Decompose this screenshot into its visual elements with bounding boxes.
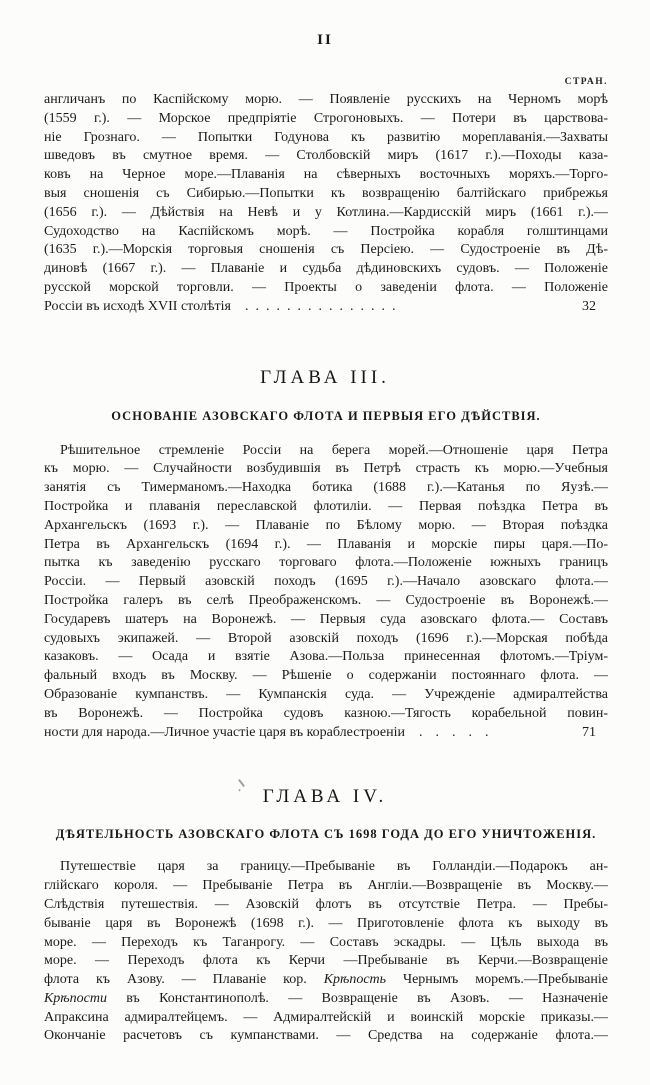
toc-text-segment: диновѣ (1667 г.). — Плаваніе и судьба дѣдиновскихъ судовъ. — Положеніе [44,261,608,277]
toc-text-segment: Окончаніе расчетовъ съ кумпанствами. — Средства на содержаніе флота.— [44,1028,608,1044]
toc-section-chapter3 [0,366,650,743]
toc-line [44,915,608,934]
toc-text-segment: ковъ на Черное море.—Плаванія на сѣверныхъ восточныхъ моряхъ.—Торго- [44,167,608,183]
toc-line [44,971,608,990]
toc-line [44,498,608,517]
toc-lines-chapter3 [44,442,608,724]
toc-text-segment: пытка къ заведенію русскаго торговаго флота.—Положеніе южныхъ границъ [44,555,608,571]
toc-section-chapter2-continuation [0,91,650,317]
toc-text-segment: казаковъ. — Осада и взятіе Азова.—Польза принесенная флотомъ.—Тріум- [44,649,608,665]
toc-text-segment: къ морю. — Случайности возбудившія въ Петрѣ страсть къ морю.—Учебныя [44,461,608,477]
toc-text-segment: Постройка галеръ въ селѣ Преображенскомъ. — Судостроеніе въ Воронежѣ.— [44,592,608,608]
toc-text-segment: шведовъ въ смутное время. — Столбовскій миръ (1617 г.).—Походы каза- [44,148,608,164]
toc-line [44,648,608,667]
toc-line [44,1027,608,1046]
toc-text-segment: Путешествіе царя за границу.—Пребываніе въ Голландіи.—Подарокъ ан- [60,859,608,875]
toc-line [44,91,608,110]
toc-line [44,630,608,649]
toc-line [44,611,608,630]
toc-page-ref: 71 [582,724,596,740]
toc-text-segment: занятія съ Тимерманомъ.—Находка ботика (1688 г.).—Катанья по Яузѣ.— [44,480,608,496]
toc-line [44,877,608,896]
ship-name-italic: Крѣпость [323,972,387,988]
toc-line [44,442,608,461]
toc-text-segment: въ Воронежѣ. — Постройка судовъ казною.—Тягость корабельной повин- [44,705,608,721]
toc-tail-line [44,724,608,743]
toc-text-segment: море. — Переходъ флота къ Керчи —Пребываніе въ Керчи.—Возвращеніе [44,953,608,969]
toc-line [44,554,608,573]
toc-line [44,279,608,298]
toc-text-segment: русской морской торговли. — Проекты о заведеніи флота. — Положеніе [44,279,608,295]
toc-text-segment: Апраксина адмиралтейцемъ. — Адмиралтейскій и воинскій морскіе приказы.— [44,1009,608,1025]
toc-text-segment: флота къ Азову. — Плаваніе кор. [44,972,324,988]
toc-text-segment: Россіи. — Первый азовскій походъ (1695 г.).—Начало азовскаго флота.— [44,574,608,590]
toc-line [44,952,608,971]
toc-line [44,1009,608,1028]
toc-text-segment: (1635 г.).—Морскія торговыя сношенія съ Персіею. — Судостроеніе въ Дѣ- [44,242,608,258]
toc-text-segment: Образованіе кумпанствъ. — Кумпанскія суда. — Учрежденіе адмиралтейства [44,686,608,702]
toc-text-segment: море. — Переходъ къ Таганрогу. — Составъ эскадры. — Цѣль выхода въ [44,934,608,950]
toc-line [44,460,608,479]
dot-leader: ..... [419,724,502,740]
toc-text-segment: Государевъ шатеръ на Воронежѣ. — Первыя суда азовскаго флота.— Составъ [44,611,608,627]
chapter3-heading: ГЛАВА III. [260,366,390,388]
toc-line [44,667,608,686]
toc-text-segment: Чернымъ моремъ.—Пребываніе [386,972,608,988]
toc-text-segment: въ Константинополѣ. — Возвращеніе въ Азовъ. — Назначеніе [106,990,608,1006]
toc-text-segment: (1656 г.). — Дѣйствія на Невѣ и у Котлина.—Кардисскій миръ (1661 г.).— [44,204,608,220]
toc-text-segment: бываніе царя въ Воронежѣ (1698 г.). — Приготовленіе флота къ выходу въ [44,915,608,931]
toc-tail-text: Россіи въ исходѣ XVII столѣтія [44,298,231,314]
toc-line [44,129,608,148]
toc-text-segment: Рѣшительное стремленіе Россіи на берега морей.—Отношеніе царя Петра [60,442,608,458]
toc-text-segment: Слѣдствія путешествія. — Азовскій флотъ въ отсутствіе Петра. — Пребы- [44,896,608,912]
toc-line [44,896,608,915]
toc-line [44,241,608,260]
toc-tail-wrap-continuation [44,298,608,317]
toc-page-ref: 32 [582,298,596,314]
toc-text-segment: Архангельскъ (1693 г.). — Плаваніе по Бѣлому морю. — Вторая поѣздка [44,517,608,533]
toc-tail-text: ности для народа.—Личное участіе царя въ кораблестроеніи [44,724,405,740]
toc-text-segment: Постройка и плаванія переславской флотиліи. — Первая поѣздка Петра въ [44,498,608,514]
toc-line [44,934,608,953]
toc-tail-line [44,298,608,317]
toc-text-segment: Судоходство на Каспійскомъ морѣ. — Постройка корабля голштинцами [44,223,608,239]
toc-line [44,536,608,555]
toc-section-chapter4 [0,785,650,1046]
ship-name-italic: Крѣпости [44,990,107,1006]
toc-line [44,260,608,279]
toc-text-segment: англичанъ по Каспійскому морю. — Появленіе русскихъ на Черномъ морѣ [44,92,608,107]
toc-tail-wrap-chapter3 [44,724,608,743]
toc-line [44,573,608,592]
toc-line [44,705,608,724]
toc-text-segment: выя сношенія съ Сибирью.—Попытки къ возвращенію балтійскаго прибрежья [44,185,608,201]
toc-line [44,185,608,204]
toc-text-segment: судовыхъ экипажей. — Второй азовскій походъ (1696 г.).—Морская побѣда [44,630,608,646]
toc-line [44,479,608,498]
toc-line [44,592,608,611]
toc-line [44,686,608,705]
dot-leader: ............... [244,298,403,314]
toc-lines-continuation [44,91,608,298]
toc-line [44,517,608,536]
chapter4-heading: ГЛАВА IV. [262,786,388,808]
chapter4-subtitle: ДѢЯТЕЛЬНОСТЬ АЗОВСКАГО ФЛОТА СЪ 1698 ГОДА ДО ЕГО УНИЧТОЖЕНІЯ. [55,827,597,842]
chapter3-subtitle: ОСНОВАНІЕ АЗОВСКАГО ФЛОТА И ПЕРВЫЯ ЕГО ДѢЙСТВІЯ. [111,408,541,423]
toc-line [44,110,608,129]
toc-line [44,223,608,242]
toc-line [44,147,608,166]
toc-text-segment: Петра въ Архангельскъ (1694 г.). — Плаванія и морскіе пиры царя.—По- [44,536,608,552]
toc-text-segment: ніе Грознаго. — Попытки Годунова къ развитію мореплаванія.—Захваты [44,129,608,145]
page-column-header: СТРАН. [564,77,608,87]
toc-lines-chapter4 [44,858,608,1046]
toc-line [44,204,608,223]
toc-line [44,858,608,877]
toc-text-segment: глійскаго короля. — Пребываніе Петра въ Англіи.—Возвращеніе въ Москву.— [44,878,608,894]
toc-text-segment: (1559 г.). — Морское предпріятіе Строгоновыхъ. — Потери въ царствова- [44,110,608,126]
folio-page-number: II [317,32,333,48]
toc-line [44,166,608,185]
toc-text-segment: фальный входъ въ Москву. — Рѣшеніе о содержаніи постояннаго флота. — [44,668,608,684]
toc-line [44,990,608,1009]
